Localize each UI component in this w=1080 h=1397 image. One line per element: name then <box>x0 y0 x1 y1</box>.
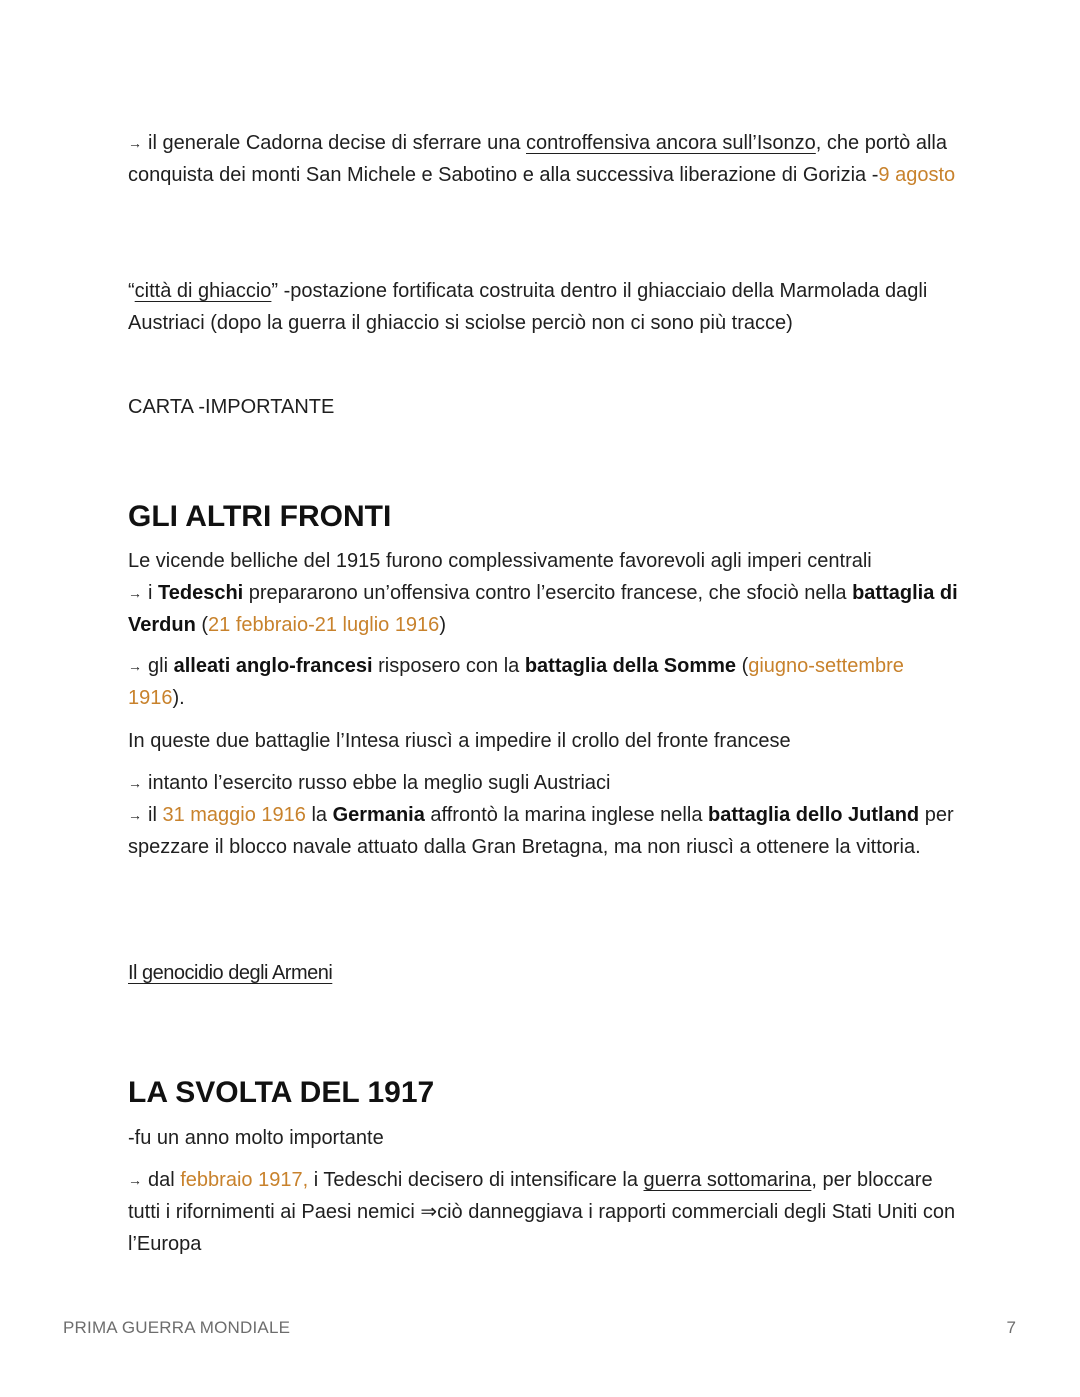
section-title-svolta-1917: LA SVOLTA DEL 1917 <box>128 1076 435 1109</box>
underlined-term: città di ghiaccio <box>134 280 272 302</box>
arrow-icon: → <box>128 135 142 151</box>
link-genocidio-armeni[interactable]: Il genocidio degli Armeni <box>128 962 333 984</box>
footer-title: PRIMA GUERRA MONDIALE <box>63 1318 291 1337</box>
paragraph-altri-fronti-1: Le vicende belliche del 1915 furono complessivamente favorevoli agli imperi centrali → i Tedeschi prepararono un’offensiva contro l’esercito francese, che sfociò nella battaglia di Verdun (21 febbraio-21 luglio 1916) <box>128 550 958 636</box>
date-highlight: giugno-settembre 1916 <box>128 655 904 709</box>
paragraph-intesa: In queste due battaglie l’Intesa riuscì a impedire il crollo del fronte francese <box>128 730 791 752</box>
section-title-altri-fronti: GLI ALTRI FRONTI <box>128 500 392 533</box>
page-number: 7 <box>1006 1318 1016 1337</box>
date-highlight: 21 febbraio-21 luglio 1916 <box>208 614 440 636</box>
paragraph-somme: → gli alleati anglo-francesi risposero con la battaglia della Somme (giugno-settembre 1916). <box>128 650 958 714</box>
date-highlight: febbraio 1917, <box>180 1169 309 1191</box>
arrow-icon: → <box>128 775 142 791</box>
paragraph-svolta-intro: -fu un anno molto importante <box>128 1127 384 1149</box>
date-highlight: 9 agosto <box>878 164 956 186</box>
paragraph-guerra-sottomarina: → dal febbraio 1917, i Tedeschi decisero di intensificare la guerra sottomarina, per bloccare tutti i rifornimenti ai Paesi nemici ⇒ciò danneggiava i rapporti commerciali degli Stati Uniti con l’Europa <box>128 1164 958 1260</box>
arrow-icon: → <box>128 658 142 674</box>
arrow-icon: → <box>128 1172 142 1188</box>
date-highlight: 31 maggio 1916 <box>162 804 306 826</box>
paragraph-citta-ghiaccio: “città di ghiaccio” -postazione fortificata costruita dentro il ghiacciaio della Marmolada dagli Austriaci (dopo la guerra il ghiaccio si sciolse perciò non ci sono più tracce) <box>128 280 928 334</box>
arrow-icon: → <box>128 585 142 601</box>
underlined-term: guerra sottomarina <box>643 1169 812 1191</box>
paragraph-carta: CARTA -IMPORTANTE <box>128 396 335 418</box>
paragraph-jutland: → intanto l’esercito russo ebbe la meglio sugli Austriaci → il 31 maggio 1916 la Germania affrontò la marina inglese nella battaglia dello Jutland per spezzare il blocco navale attuato dalla Gran Bretagna, ma non riuscì a ottenere la vittoria. <box>128 767 958 863</box>
arrow-icon: → <box>128 807 142 823</box>
paragraph-cadorna: → il generale Cadorna decise di sferrare una controffensiva ancora sull’Isonzo, che portò alla conquista dei monti San Michele e Sabotino e alla successiva liberazione di Gorizia -9 agosto <box>128 127 958 191</box>
underlined-term: controffensiva ancora sull’Isonzo <box>526 132 816 154</box>
